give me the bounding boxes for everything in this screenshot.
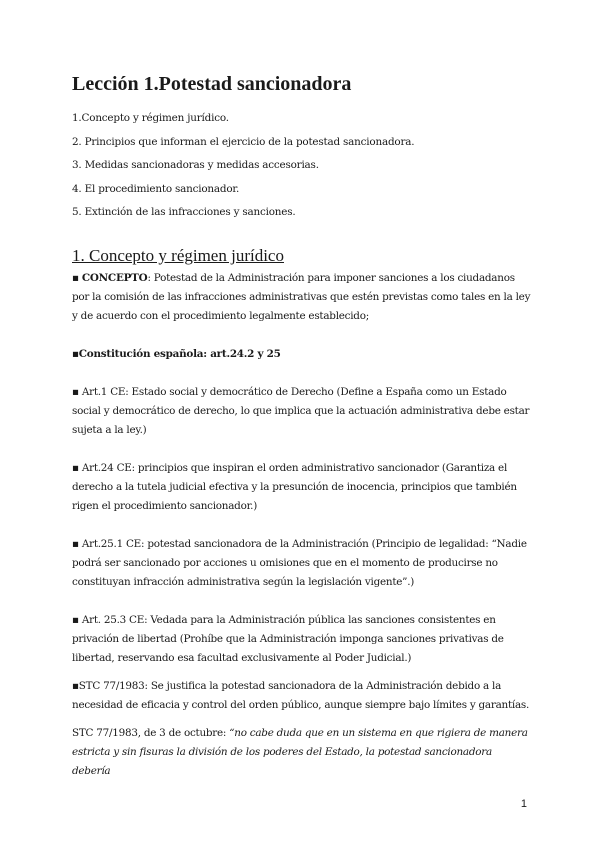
art1-paragraph: ▪ Art.1 CE: Estado social y democrático de Derecho (Define a España como un Estado social y democrático de derecho, lo que implica que la actuación administrativa debe estar sujeta a la ley.) [72, 386, 530, 437]
concepto-text: : Potestad de la Administración para imponer sanciones a los ciudadanos por la comisión de las infracciones administrativas que estén previstas como tales en la ley y de acuerdo con el procedimiento legalmente establecido; [72, 272, 531, 323]
toc-item: 5. Extinción de las infracciones y sanciones. [72, 206, 296, 218]
stc-quote-paragraph [72, 724, 532, 781]
toc-item: 3. Medidas sancionadoras y medidas accesorias. [72, 159, 319, 171]
stc-paragraph: ▪STC 77/1983: Se justifica la potestad sancionadora de la Administración debido a la necesidad de eficacia y control del orden público, aunque siempre bajo límites y garantías. [72, 680, 530, 712]
stc-quote-text: “no cabe duda que en un sistema en que rigiera de manera estricta y sin fisuras la división de los poderes del Estado, la potestad sancionadora debería [72, 727, 528, 778]
constitucion-heading: ▪Constitución española: art.24.2 y 25 [72, 348, 281, 361]
art25-3-paragraph: ▪ Art. 25.3 CE: Vedada para la Administración pública las sanciones consistentes en privación de libertad (Prohíbe que la Administración imponga sanciones privativas de libertad, reservando esa facultad exclusivamente al Poder Judicial.) [72, 614, 504, 665]
document-body [72, 72, 532, 781]
section-heading: 1. Concepto y régimen jurídico [72, 246, 284, 265]
bullet: ▪ [72, 272, 82, 285]
art24-paragraph: ▪ Art.24 CE: principios que inspiran el orden administrativo sancionador (Garantiza el derecho a la tutela judicial efectiva y la presunción de inocencia, principios que también rigen el procedimiento sancionador.) [72, 462, 517, 513]
toc-item: 1.Concepto y régimen jurídico. [72, 112, 229, 124]
concepto-paragraph [72, 269, 532, 326]
concepto-label: CONCEPTO [81, 272, 148, 285]
toc-item: 4. El procedimiento sancionador. [72, 182, 240, 195]
page-title: Lección 1.Potestad sancionadora [72, 73, 352, 95]
table-of-contents [72, 112, 532, 219]
page-number: 1 [520, 798, 527, 810]
art25-1-paragraph: ▪ Art.25.1 CE: potestad sancionadora de la Administración (Principio de legalidad: “Nadie podrá ser sancionado por acciones u omisiones que en el momento de producirse no constituyan infracción administrativa según la legislación vigente”.) [72, 538, 527, 589]
stc-quote-lead: STC 77/1983, de 3 de octubre: [72, 727, 230, 740]
toc-item: 2. Principios que informan el ejercicio de la potestad sancionadora. [72, 135, 415, 148]
